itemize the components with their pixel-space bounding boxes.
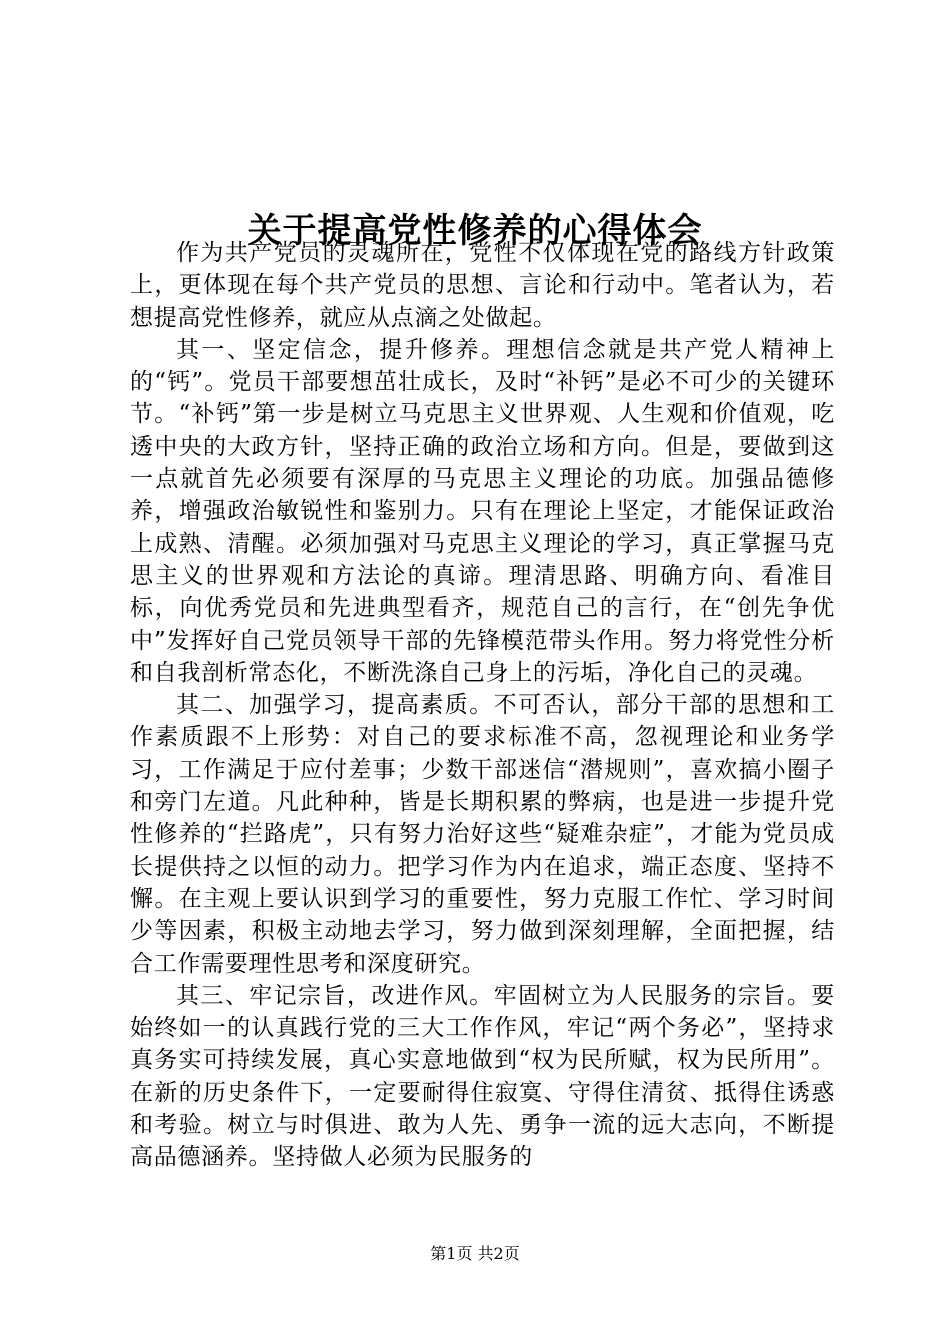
- paragraph-point-one: 其一、坚定信念，提升修养。理想信念就是共产党人精神上的“钙”。党员干部要想茁壮成长，及时“补钙”是必不可少的关键环节。“补钙”第一步是树立马克思主义世界观、人生观和价值观，吃透中央的大政方针，坚持正确的政治立场和方向。但是，要做到这一点就首先必须要有深厚的马克思主义理论的功底。加强品德修养，增强政治敏锐性和鉴别力。只有在理论上坚定，才能保证政治上成熟、清醒。必须加强对马克思主义理论的学习，真正掌握马克思主义的世界观和方法论的真谛。理清思路、明确方向、看准目标，向优秀党员和先进典型看齐，规范自己的言行，在“创先争优中”发挥好自己党员领导干部的先锋模范带头作用。努力将党性分析和自我剖析常态化，不断洗涤自己身上的污垢，净化自己的灵魂。: [130, 336, 835, 686]
- paragraph-point-three: 其三、牢记宗旨，改进作风。牢固树立为人民服务的宗旨。要始终如一的认真践行党的三大工作作风，牢记“两个务必”，坚持求真务实可持续发展，真心实意地做到“权为民所赋，权为民所用”。在新的历史条件下，一定要耐得住寂寞、守得住清贫、抵得住诱惑和考验。树立与时俱进、敢为人先、勇争一流的远大志向，不断提高品德涵养。坚持做人必须为民服务的: [130, 982, 835, 1171]
- paragraph-intro: 作为共产党员的灵魂所在，党性不仅体现在党的路线方针政策上，更体现在每个共产党员的思想、言论和行动中。笔者认为，若想提高党性修养，就应从点滴之处做起。: [130, 240, 835, 331]
- paragraph-point-two: 其二、加强学习，提高素质。不可否认，部分干部的思想和工作素质跟不上形势：对自己的要求标准不高，忽视理论和业务学习，工作满足于应付差事；少数干部迷信“潜规则”，喜欢搞小圈子和旁门左道。凡此种种，皆是长期积累的弊病，也是进一步提升党性修养的“拦路虎”，只有努力治好这些“疑难杂症”，才能为党员成长提供持之以恒的动力。把学习作为内在追求，端正态度、坚持不懈。在主观上要认识到学习的重要性，努力克服工作忙、学习时间少等因素，积极主动地去学习，努力做到深刻理解，全面把握，结合工作需要理性思考和深度研究。: [130, 692, 835, 977]
- document-title: 关于提高党性修养的心得体会: [247, 210, 703, 251]
- page-footer: 第1页 共2页: [430, 1244, 520, 1263]
- document-body: [130, 237, 835, 1174]
